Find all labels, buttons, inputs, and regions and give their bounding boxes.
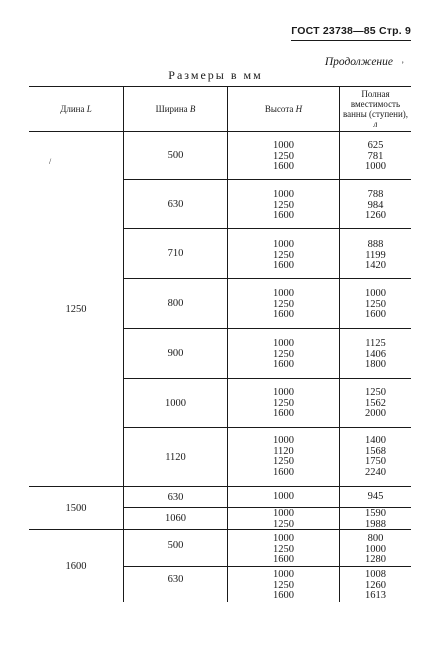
height-value: 1000 — [273, 508, 294, 519]
header-rule — [291, 40, 411, 41]
height-value: 1000 — [273, 288, 294, 299]
standard-code: ГОСТ 23738—85 — [291, 25, 376, 37]
volume-value: 1000 — [365, 288, 386, 299]
volume-value: 1406 — [365, 348, 386, 360]
height-values — [228, 289, 339, 321]
volume-value: 1260 — [365, 210, 386, 221]
height-value: 1600 — [273, 466, 294, 478]
volume-value: 1420 — [365, 260, 386, 271]
page-header — [291, 25, 411, 37]
width-cell: 500 — [167, 539, 184, 551]
height-values — [228, 570, 339, 602]
volume-values — [340, 570, 411, 602]
volume-values — [340, 436, 411, 478]
continuation-label: Продолжение — [324, 56, 393, 68]
units-caption: Размеры в мм — [168, 68, 263, 82]
page-number: Стр. 9 — [378, 25, 411, 37]
volume-value: 800 — [367, 533, 384, 544]
volume-value: 888 — [367, 239, 384, 250]
width-cell: 800 — [167, 298, 184, 309]
width-cell: 900 — [167, 348, 184, 359]
length-cell: 1250 — [65, 303, 87, 315]
height-value: 1600 — [273, 554, 294, 565]
height-value: 1000 — [273, 239, 294, 250]
volume-value: 1125 — [365, 338, 386, 349]
volume-values — [340, 534, 411, 566]
height-value: 1250 — [273, 543, 294, 555]
height-values — [228, 339, 339, 371]
volume-value: 1199 — [365, 249, 386, 261]
height-value: 1600 — [273, 408, 294, 419]
height-values — [228, 534, 339, 566]
volume-value: 1250 — [365, 298, 386, 310]
width-cell: 710 — [167, 248, 184, 259]
height-value: 1600 — [273, 359, 294, 370]
height-values — [228, 492, 339, 503]
height-value: 1600 — [273, 309, 294, 320]
volume-values — [340, 141, 411, 173]
height-value: 1120 — [273, 445, 294, 457]
col-header-length: Длина L — [60, 104, 92, 114]
height-values — [228, 190, 339, 222]
height-value: 1250 — [273, 249, 294, 261]
volume-value: 788 — [367, 189, 384, 200]
height-value: 1000 — [273, 387, 294, 398]
scan-mark: / — [49, 157, 52, 166]
volume-values — [340, 289, 411, 321]
height-value: 1600 — [273, 590, 294, 601]
volume-values — [340, 509, 411, 530]
volume-value: 1568 — [365, 445, 386, 457]
height-value: 1000 — [273, 189, 294, 200]
height-value: 1250 — [273, 298, 294, 310]
volume-value: 1600 — [365, 309, 386, 320]
height-value: 1600 — [273, 210, 294, 221]
height-value: 1000 — [273, 491, 294, 502]
volume-values — [340, 240, 411, 272]
volume-value: 1400 — [365, 435, 386, 446]
volume-value: 1000 — [365, 543, 386, 555]
volume-value: 781 — [367, 150, 384, 162]
width-cell: 630 — [167, 491, 184, 503]
col-header-height: Высота H — [264, 104, 303, 114]
dimensions-table — [29, 82, 411, 602]
height-value: 1250 — [273, 199, 294, 211]
volume-values — [340, 388, 411, 420]
height-value: 1250 — [273, 348, 294, 360]
height-value: 1000 — [273, 338, 294, 349]
height-value: 1000 — [273, 569, 294, 580]
height-value: 1000 — [273, 533, 294, 544]
volume-values — [340, 190, 411, 222]
height-value: 1250 — [273, 518, 294, 530]
volume-values — [340, 339, 411, 371]
height-values — [228, 240, 339, 272]
width-cell: 1000 — [165, 397, 186, 409]
volume-value: 1613 — [365, 590, 386, 601]
height-value: 1000 — [273, 140, 294, 151]
height-value: 1600 — [273, 260, 294, 271]
width-cell: 1060 — [165, 513, 186, 524]
height-value: 1250 — [273, 456, 294, 467]
width-cell: 630 — [167, 198, 184, 210]
volume-value: 1280 — [365, 554, 386, 565]
volume-value: 945 — [367, 491, 384, 502]
width-cell: 630 — [167, 573, 184, 585]
volume-value: 1590 — [365, 508, 386, 519]
col-header-width: Ширина B — [155, 104, 196, 114]
width-cell: 500 — [167, 150, 184, 161]
volume-values — [340, 492, 411, 503]
height-value: 1250 — [273, 579, 294, 591]
scan-mark: ʼ — [401, 60, 404, 69]
volume-value: 1260 — [365, 579, 386, 591]
volume-value: 2000 — [365, 408, 386, 419]
volume-value: 625 — [367, 140, 384, 151]
volume-value: 1988 — [365, 518, 386, 530]
height-values — [228, 141, 339, 173]
volume-value: 2240 — [365, 466, 386, 478]
volume-value: 1562 — [365, 397, 386, 409]
width-cell: 1120 — [165, 451, 186, 463]
length-cell: 1600 — [65, 560, 87, 572]
length-cell: 1500 — [65, 502, 87, 514]
col-header-volume: Полная вместимость ванны (ступени), л — [342, 89, 409, 129]
height-values — [228, 509, 339, 530]
volume-value: 984 — [367, 199, 384, 211]
volume-value: 1750 — [365, 456, 386, 467]
volume-value: 1800 — [365, 359, 386, 370]
height-value: 1250 — [273, 397, 294, 409]
height-value: 1600 — [273, 161, 294, 172]
volume-value: 1000 — [365, 161, 386, 172]
height-values — [228, 388, 339, 420]
height-value: 1250 — [273, 150, 294, 162]
height-values — [228, 436, 339, 478]
volume-value: 1250 — [365, 387, 386, 398]
height-value: 1000 — [273, 435, 294, 446]
volume-value: 1008 — [365, 569, 386, 580]
